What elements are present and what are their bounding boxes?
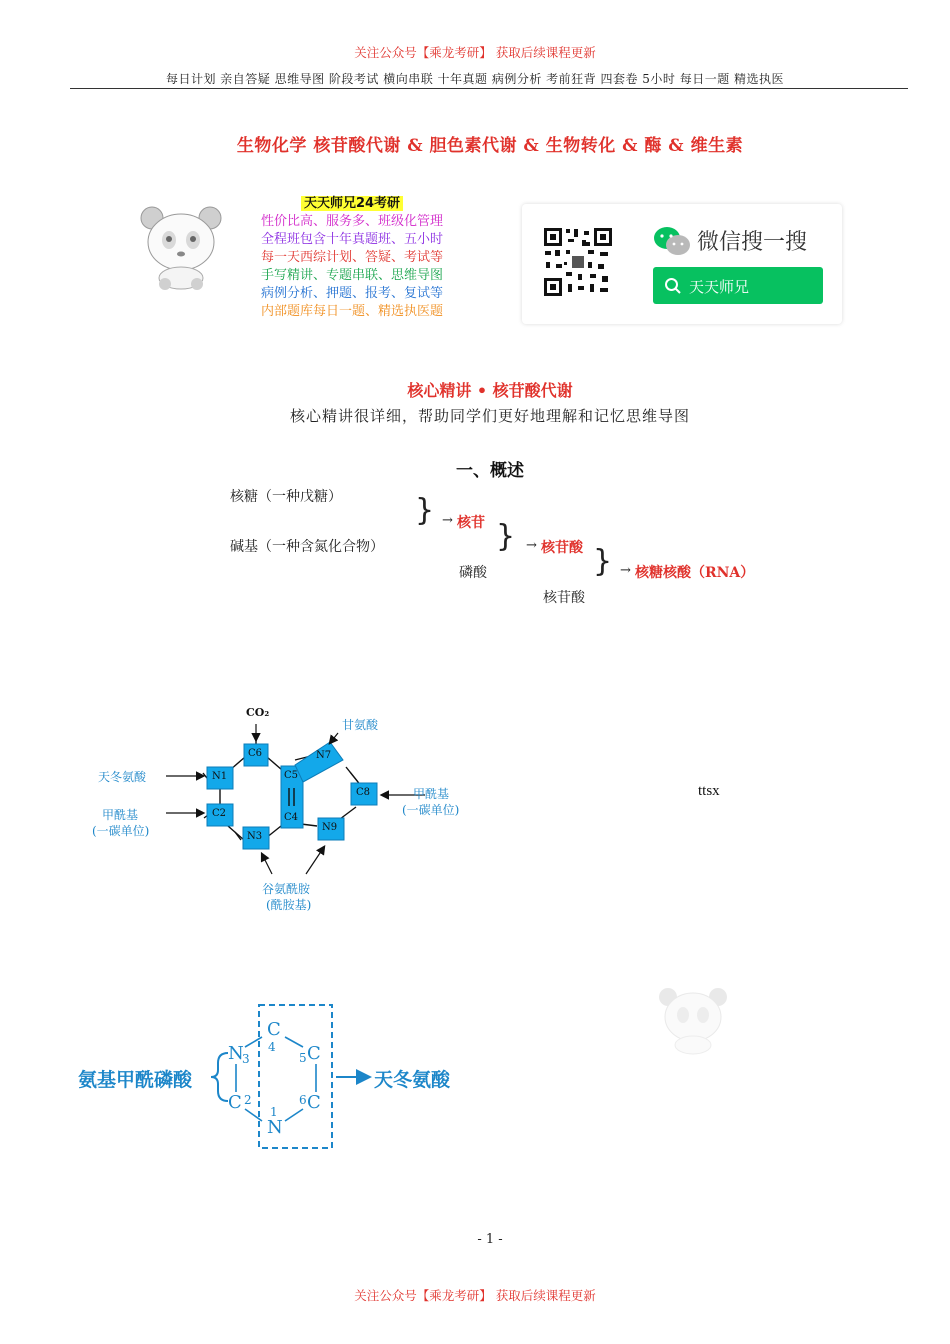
atom-c5: C5 xyxy=(284,770,299,781)
formyl-label-right: 甲酰基 xyxy=(413,787,450,801)
ribose-label: 核糖（一种戊糖） xyxy=(230,489,342,505)
glutamine-label: 谷氨酰胺 xyxy=(262,882,311,896)
nucleotide-label: 核苷酸 xyxy=(543,590,585,606)
phosphate-label: 磷酸 xyxy=(459,565,487,581)
atom-n1-number: 1 xyxy=(270,1105,278,1119)
atom-c2: C xyxy=(228,1092,242,1113)
promo-line: 内部题库每日一题、精选执医题 xyxy=(260,304,443,319)
rna-label: 核糖核酸（RNA） xyxy=(635,565,755,581)
atom-c8: C8 xyxy=(356,787,371,798)
nucleoside-label: 核苷 xyxy=(457,515,485,531)
one-carbon-label-left: (一碳单位) xyxy=(92,824,150,838)
formyl-label-left: 甲酰基 xyxy=(102,808,139,822)
aspartate-label: 天冬氨酸 xyxy=(98,770,147,784)
amide-label: (酰胺基) xyxy=(266,898,312,912)
brace-icon: } xyxy=(415,493,435,528)
base-label: 碱基（一种含氮化合物） xyxy=(230,539,384,555)
atom-n3-number: 3 xyxy=(242,1052,250,1066)
promo-line: 病例分析、押题、报考、复试等 xyxy=(260,286,443,301)
arrow-icon: → xyxy=(620,563,631,578)
section-subtitle: 核心精讲很详细，帮助同学们更好地理解和记忆思维导图 xyxy=(289,407,690,425)
promo-line: 每一天西综计划、答疑、考试等 xyxy=(260,250,443,265)
brace-icon: } xyxy=(496,519,516,554)
atom-n3: N xyxy=(228,1043,244,1064)
top-banner: 关注公众号【乘龙考研】 获取后续课程更新 xyxy=(354,45,596,60)
atom-c4: C xyxy=(267,1019,281,1040)
atom-n7: N7 xyxy=(316,750,332,761)
aspartate-product-label: 天冬氨酸 xyxy=(374,1069,451,1091)
atom-c4: C4 xyxy=(284,812,299,823)
atom-c6-number: 6 xyxy=(299,1093,307,1107)
carbamoyl-phosphate-label: 氨基甲酰磷酸 xyxy=(78,1069,193,1091)
one-carbon-label-right: (一碳单位) xyxy=(402,803,460,817)
atom-c2-number: 2 xyxy=(244,1093,252,1107)
co2-label: CO₂ xyxy=(246,706,270,719)
glycine-label: 甘氨酸 xyxy=(342,718,379,732)
promo-line: 全程班包含十年真题班、五小时 xyxy=(260,232,443,247)
atom-c6: C xyxy=(307,1092,321,1113)
atom-c5: C xyxy=(307,1043,321,1064)
arrow-icon: → xyxy=(442,513,453,528)
search-button-label: 天天师兄 xyxy=(689,278,750,296)
page-title: 生物化学 核苷酸代谢 & 胆色素代谢 & 生物转化 & 酶 & 维生素 xyxy=(236,136,744,156)
atom-c6: C6 xyxy=(248,748,263,759)
feature-nav: 每日计划 亲自答疑 思维导图 阶段考试 横向串联 十年真题 病例分析 考前狂背 四套卷 5小时 每日一题 精选执医 xyxy=(165,72,785,86)
atom-n3: N3 xyxy=(247,831,263,842)
nucleotide-label: 核苷酸 xyxy=(541,540,583,556)
promo-line: 性价比高、服务多、班级化管理 xyxy=(260,214,443,229)
atom-n1: N xyxy=(267,1117,283,1138)
overview-heading: 一、概述 xyxy=(456,461,524,481)
atom-c2: C2 xyxy=(212,808,227,819)
arrow-icon: → xyxy=(526,538,537,553)
atom-n9: N9 xyxy=(322,822,338,833)
section-title: 核心精讲 • 核苷酸代谢 xyxy=(407,381,573,400)
side-note: ttsx xyxy=(698,783,720,799)
footer-banner: 关注公众号【乘龙考研】 获取后续课程更新 xyxy=(354,1288,596,1303)
brace-icon: } xyxy=(593,544,613,579)
atom-c5-number: 5 xyxy=(299,1051,307,1065)
page-number: - 1 - xyxy=(477,1232,503,1247)
atom-c4-number: 4 xyxy=(268,1040,276,1054)
atom-n1: N1 xyxy=(212,771,228,782)
promo-head-text: 天天师兄24考研 xyxy=(301,196,403,211)
promo-line: 手写精讲、专题串联、思维导图 xyxy=(260,268,443,283)
wechat-search-title: 微信搜一搜 xyxy=(697,230,808,255)
